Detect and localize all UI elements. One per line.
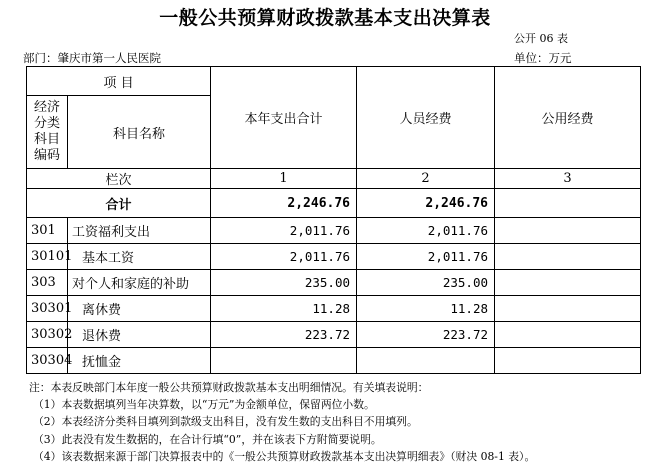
col-header-public: 公用经费 [495,67,641,169]
table-row [27,348,641,374]
row-value [495,296,641,322]
seq-number: 1 [211,169,357,189]
col-header-personnel: 人员经费 [357,67,495,169]
code-header [27,96,68,169]
expenditure-table [26,66,641,374]
row-name: 退休费 [68,322,211,348]
note-line: （3）此表没有发生数据的，在合计行填“0”，并在该表下方附简要说明。 [33,432,382,446]
header-item: 项 目 [27,67,211,96]
row-value: 223.72 [357,322,495,348]
total-value [495,189,641,218]
row-name: 抚恤金 [68,348,211,374]
row-name: 离休费 [68,296,211,322]
row-name: 对个人和家庭的补助 [68,270,211,296]
note-line: （4）该表数据来源于部门决算报表中的《一般公共预算财政拨款基本支出决算明细表》（财决 08-1 表）。 [33,449,536,463]
row-value [495,270,641,296]
row-code: 303 [27,270,68,296]
note-line: 注：本表反映部门本年度一般公共预算财政拨款基本支出明细情况。有关填表说明： [29,381,429,394]
row-code: 30304 [27,348,68,374]
seq-label: 栏次 [27,169,211,189]
table-row [27,270,641,296]
row-value: 11.28 [211,296,357,322]
page-title: 一般公共预算财政拨款基本支出决算表 [159,7,491,29]
row-value: 2,011.76 [211,218,357,244]
notes-section [29,379,644,465]
total-row [27,189,641,218]
row-value: 235.00 [211,270,357,296]
seq-row [27,169,641,189]
code-header-line: 科目 [33,132,60,147]
department-label: 部门：肇庆市第一人民医院 [23,51,161,65]
code-header-line: 经济 [33,100,60,115]
row-code: 30301 [27,296,68,322]
unit-label: 单位：万元 [514,51,572,65]
row-value [495,218,641,244]
note-line: （1）本表数据填列当年决算数，以“万元”为金额单位，保留两位小数。 [33,398,375,412]
row-code: 30101 [27,244,68,270]
table-row [27,296,641,322]
row-value: 235.00 [357,270,495,296]
total-value: 2,246.76 [211,189,357,218]
form-code: 公开 06 表 [514,32,568,45]
seq-number: 2 [357,169,495,189]
seq-number: 3 [495,169,641,189]
row-value: 11.28 [357,296,495,322]
col-header-total: 本年支出合计 [211,67,357,169]
table-row [27,322,641,348]
row-value: 223.72 [211,322,357,348]
row-value [495,322,641,348]
row-code: 301 [27,218,68,244]
row-code: 30302 [27,322,68,348]
note-line: （2）本表经济分类科目填列到款级支出科目，没有发生数的支出科目不用填列。 [33,415,418,429]
total-label: 合计 [27,189,211,218]
table-row [27,218,641,244]
row-value: 2,011.76 [357,244,495,270]
total-value: 2,246.76 [357,189,495,218]
name-header: 科目名称 [68,96,211,169]
table-row [27,244,641,270]
row-value [357,348,495,374]
row-name: 基本工资 [68,244,211,270]
row-value [495,244,641,270]
row-value: 2,011.76 [211,244,357,270]
row-value [211,348,357,374]
row-name: 工资福利支出 [68,218,211,244]
row-value: 2,011.76 [357,218,495,244]
code-header-line: 编码 [33,148,60,163]
row-value [495,348,641,374]
code-header-line: 分类 [33,116,60,131]
